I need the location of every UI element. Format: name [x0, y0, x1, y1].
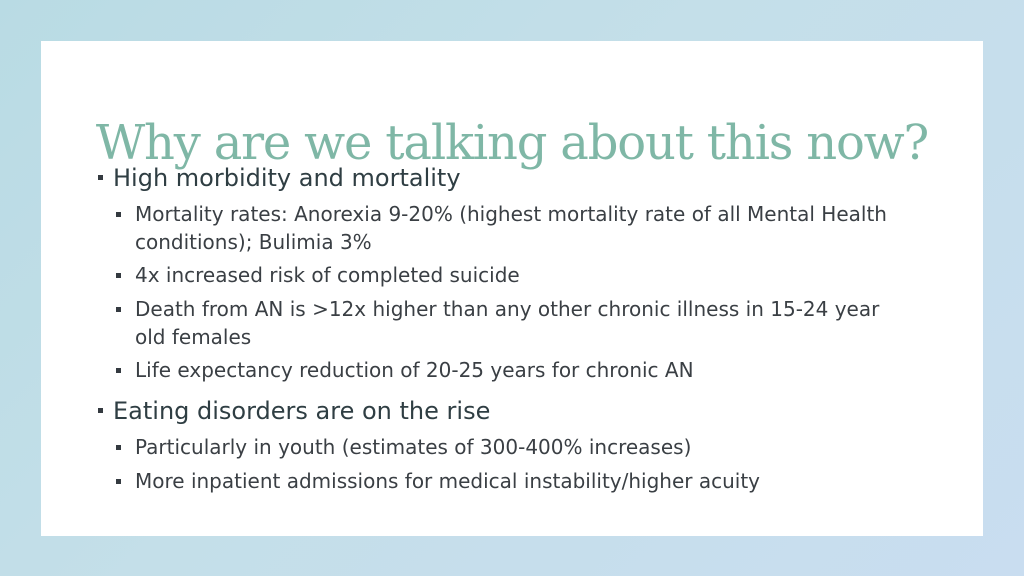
bullet-text: Eating disorders are on the rise — [113, 397, 491, 425]
sub-bullet-text: Mortality rates: Anorexia 9-20% (highest mortality rate of all Mental Health — [135, 202, 887, 226]
sub-bullet-text-continued: conditions); Bulimia 3% — [135, 230, 372, 254]
sub-bullet-marker — [116, 479, 121, 484]
sub-bullet-marker — [116, 445, 121, 450]
sub-bullet-youth — [135, 433, 691, 461]
sub-bullet-marker — [116, 273, 121, 278]
sub-bullet-text-continued: old females — [135, 325, 252, 349]
sub-bullet-text: More inpatient admissions for medical instability/higher acuity — [135, 469, 761, 493]
sub-bullet-text: Life expectancy reduction of 20-25 years for chronic AN — [135, 358, 694, 382]
sub-bullet-marker — [116, 307, 121, 312]
sub-bullet-text: Death from AN is >12x higher than any other chronic illness in 15-24 year — [135, 297, 880, 321]
sub-bullet-marker — [116, 212, 121, 217]
bullet-text: High morbidity and mortality — [113, 164, 461, 192]
sub-bullet-text: 4x increased risk of completed suicide — [135, 263, 520, 287]
bullet-marker — [98, 175, 103, 180]
bullet-marker — [98, 408, 103, 413]
bullet-list — [41, 41, 983, 536]
bullet-high-morbidity — [113, 164, 461, 192]
sub-bullet-text: Particularly in youth (estimates of 300-400% increases) — [135, 435, 692, 459]
sub-bullet-mortality-rates — [135, 200, 887, 256]
sub-bullet-death-from-an — [135, 295, 879, 351]
bullet-eating-disorders-rise — [113, 397, 490, 425]
sub-bullet-marker — [116, 368, 121, 373]
sub-bullet-suicide-risk — [135, 261, 520, 289]
sub-bullet-inpatient — [135, 467, 760, 495]
slide-card — [41, 41, 983, 536]
slide-title: Why are we talking about this now? — [95, 115, 929, 171]
sub-bullet-life-expectancy — [135, 356, 694, 384]
